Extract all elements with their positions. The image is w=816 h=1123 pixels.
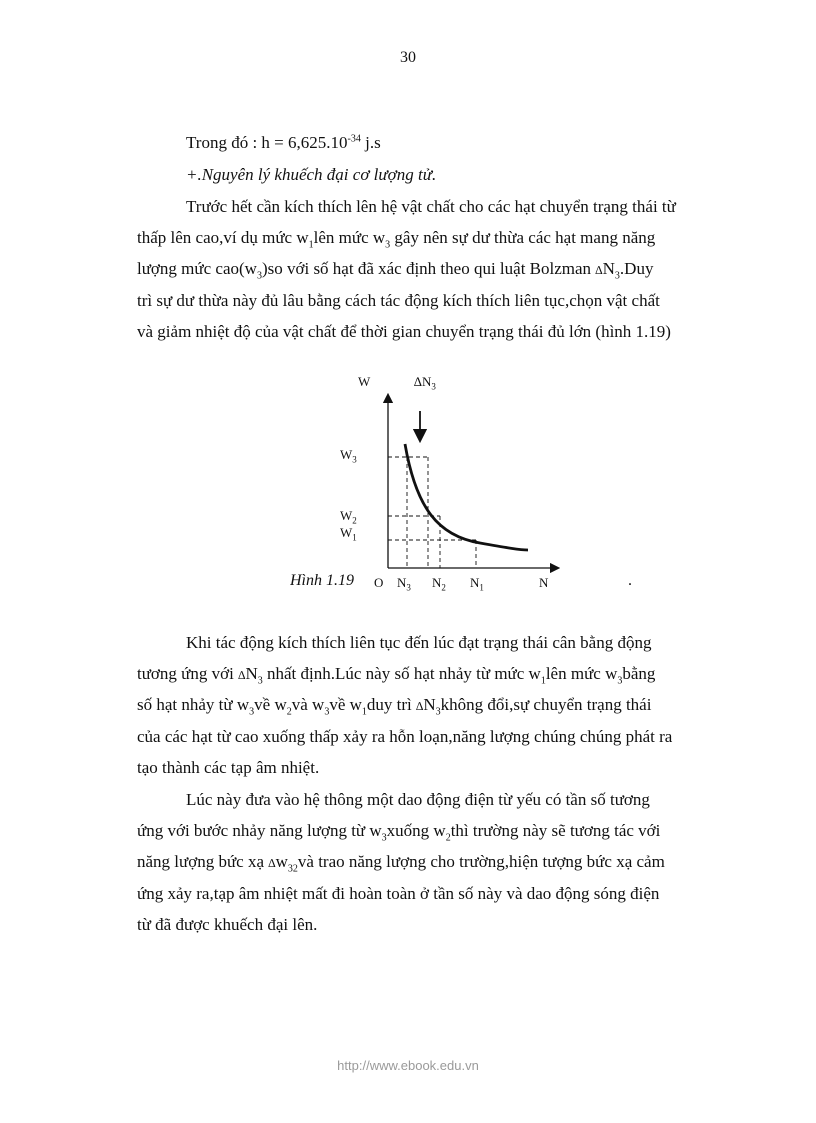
delta-n3-label: $\Delta N_3$ xyxy=(414,374,436,392)
footer-url: http://www.ebook.edu.vn xyxy=(337,1058,479,1073)
para2-line5: tạo thành các tạp âm nhiệt. xyxy=(137,758,320,777)
para2-line1: Khi tác động kích thích liên tục đến lúc đạt trạng thái cân bằng động xyxy=(186,633,652,652)
energy-level-graph xyxy=(280,368,660,598)
para3-line1: Lúc này đưa vào hệ thông một dao động điện từ yếu có tần số tương xyxy=(186,790,650,809)
para1-line3: lượng mức $cao(w_3)so$ với số hạt đã xác định theo qui luật Bolzman $\Delta N_3.Duy$ xyxy=(137,259,654,282)
level-w1-label: $W_1$ xyxy=(340,525,357,543)
page-number: 30 xyxy=(400,49,416,66)
figure-caption: Hình 1.19 xyxy=(290,572,354,589)
para1-line1: Trước hết cần kích thích lên hệ vật chất cho các hạt chuyển trạng thái từ xyxy=(186,197,676,216)
figure-1-19 xyxy=(280,368,660,598)
para2-line4: của các hạt từ cao xuống thấp xảy ra hỗn loạn,năng lượng chúng chúng phát ra xyxy=(137,727,673,746)
tick-n1-label: $N_1$ xyxy=(470,575,484,593)
y-axis-label: W xyxy=(358,374,371,389)
para3-line4: ứng xảy ra,tạp âm nhiệt mất đi hoàn toàn ở tần số này và dao động sóng điện xyxy=(137,884,660,903)
para2-line2: tương ứng với $\Delta N_3$ nhất định.Lúc này số hạt nhảy từ mức $w_1lên$ mức $w_3bằng$ xyxy=(137,664,656,687)
x-axis-label: N xyxy=(539,575,549,590)
boltzmann-curve xyxy=(405,444,528,550)
para3-line3: năng lượng bức xạ $\Delta w_{32}và$ trao năng lượng cho trường,hiện tượng bức xạ cảm xyxy=(137,852,665,875)
formula-line: Trong đó : $h = 6,625.10^{-34}$ j.s xyxy=(186,133,381,152)
tick-n3-label: $N_3$ xyxy=(397,575,411,593)
level-w2-label: $W_2$ xyxy=(340,508,357,526)
para2-line3: số hạt nhảy từ $w_3về$ $w_2và$ $w_3về$ $w_1duy$ trì $\Delta N_3không$ đổi,sự chuyển trạng thái xyxy=(137,695,652,718)
caption-period: . xyxy=(628,572,632,589)
origin-label: O xyxy=(374,575,384,590)
para1-line5: và giảm nhiệt độ của vật chất để thời gian chuyển trạng thái đủ lớn (hình 1.19) xyxy=(137,322,671,341)
tick-n2-label: $N_2$ xyxy=(432,575,446,593)
para1-line4: trì sự dư thừa này đủ lâu bằng cách tác động kích thích liên tục,chọn vật chất xyxy=(137,291,660,310)
para3-line2: ứng với bước nhảy năng lượng từ $w_3xuống$ $w_2thì$ trường này sẽ tương tác với xyxy=(137,821,661,844)
para3-line5: từ đã được khuếch đại lên. xyxy=(137,915,318,934)
para1-line2: thấp lên cao,ví dụ mức $w_1lên$ mức $w_3$ gây nên sự dư thừa các hạt mang năng xyxy=(137,228,656,251)
level-w3-label: $W_3$ xyxy=(340,447,357,465)
section-heading: +.Nguyên lý khuếch đại cơ lượng tử. xyxy=(186,165,437,184)
